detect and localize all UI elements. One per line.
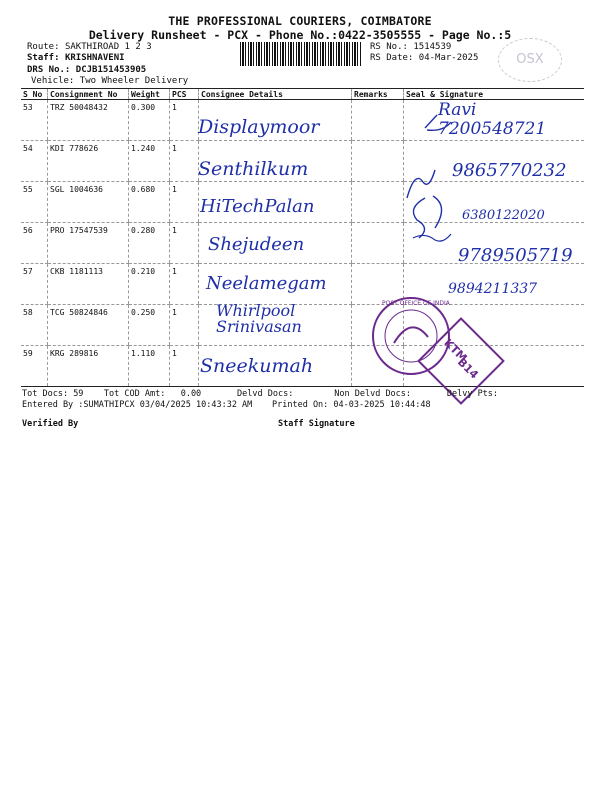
- route-value: SAKTHIROAD 1 2 3: [64, 42, 152, 52]
- row-weight: 1.240: [129, 141, 170, 182]
- handwritten-name: Whirlpool Srinivasan: [216, 301, 302, 336]
- vehicle-value: Two Wheeler Delivery: [79, 76, 189, 86]
- handwritten-name: Displaymoor: [198, 116, 320, 138]
- runsheet-subtitle: Delivery Runsheet - PCX - Phone No.:0422-3505555 - Page No.:5: [88, 28, 512, 42]
- row-weight: 0.210: [129, 264, 170, 305]
- row-pcs: 1: [170, 305, 199, 346]
- row-sno: 57: [21, 264, 48, 305]
- rs-no-label: RS No.:: [370, 42, 408, 52]
- row-consignment: CKB 1181113: [48, 264, 129, 305]
- col-sno: S No: [21, 89, 48, 100]
- handwritten-name: Sneekumah: [200, 355, 314, 377]
- route-label: Route:: [27, 42, 60, 52]
- col-consignee: Consignee Details: [199, 89, 352, 100]
- row-weight: 1.110: [129, 346, 170, 387]
- post-office-stamp-text: POST OFFICE OF INDIA: [382, 300, 450, 307]
- corner-stamp: OSX: [498, 38, 562, 82]
- staff-line: [27, 53, 125, 64]
- route-line: [27, 42, 152, 53]
- ktm-stamp-bottom: B14: [454, 355, 481, 382]
- handwritten-signature: 9894211337: [448, 281, 538, 297]
- rs-no-line: [370, 42, 451, 53]
- table-header-row: [21, 89, 584, 100]
- non-delvd-label: Non Delvd Docs:: [334, 389, 412, 399]
- row-weight: 0.250: [129, 305, 170, 346]
- tot-docs-value: 59: [73, 389, 84, 399]
- row-pcs: 1: [170, 182, 199, 223]
- row-sno: 59: [21, 346, 48, 387]
- handwritten-signature: Ravi 7200548721: [438, 100, 547, 139]
- tot-docs-label: Tot Docs:: [22, 389, 69, 399]
- col-pcs: PCS: [170, 89, 199, 100]
- col-seal: Seal & Signature: [404, 89, 585, 100]
- col-weight: Weight: [129, 89, 170, 100]
- rs-no-value: 1514539: [413, 42, 452, 52]
- row-consignment: KRG 289816: [48, 346, 129, 387]
- row-weight: 0.300: [129, 100, 170, 141]
- row-sno: 53: [21, 100, 48, 141]
- drs-line: [27, 65, 146, 76]
- row-sno: 55: [21, 182, 48, 223]
- row-pcs: 1: [170, 264, 199, 305]
- handwritten-signature: 9789505719: [458, 245, 573, 266]
- verified-by: Verified By: [22, 419, 79, 429]
- drs-label: DRS No.:: [27, 65, 71, 75]
- printed-on: Printed On: 04-03-2025 10:44:48: [272, 400, 431, 410]
- row-consignment: TCG 50824846: [48, 305, 129, 346]
- rs-date-value: 04-Mar-2025: [418, 53, 479, 63]
- footer-totals: [22, 389, 498, 399]
- tot-cod-value: 0.00: [180, 389, 202, 399]
- row-consignment: TRZ 50048432: [48, 100, 129, 141]
- vehicle-line: [31, 76, 188, 87]
- rs-date-line: [370, 53, 478, 64]
- drs-value: DCJB151453905: [75, 65, 147, 75]
- tot-cod-label: Tot COD Amt:: [103, 389, 166, 399]
- staff-label: Staff:: [27, 53, 60, 63]
- handwritten-name: Shejudeen: [208, 234, 305, 255]
- signature-scribble-icon: [405, 188, 465, 248]
- handwritten-name: Neelamegam: [206, 273, 327, 294]
- barcode: [240, 42, 362, 66]
- delvy-pts-label: Delvy Pts:: [446, 389, 499, 399]
- row-pcs: 1: [170, 141, 199, 182]
- row-pcs: 1: [170, 100, 199, 141]
- handwritten-name: HiTechPalan: [200, 196, 315, 217]
- row-pcs: 1: [170, 346, 199, 387]
- row-consignment: SGL 1004636: [48, 182, 129, 223]
- ktm-stamp-top: KTM: [441, 336, 470, 365]
- col-consignment: Consignment No: [48, 89, 129, 100]
- delvd-label: Delvd Docs:: [237, 389, 294, 399]
- row-weight: 0.280: [129, 223, 170, 264]
- staff-signature: Staff Signature: [278, 419, 355, 429]
- handwritten-signature: 6380122020: [462, 208, 545, 223]
- row-sno: 54: [21, 141, 48, 182]
- row-weight: 0.680: [129, 182, 170, 223]
- row-remarks: [352, 223, 404, 264]
- staff-value: KRISHNAVENI: [64, 53, 125, 63]
- row-sno: 56: [21, 223, 48, 264]
- col-remarks: Remarks: [352, 89, 404, 100]
- entered-by: Entered By :SUMATHIPCX 03/04/2025 10:43:32 AM: [22, 400, 253, 410]
- vehicle-label: Vehicle:: [31, 76, 75, 86]
- rs-date-label: RS Date:: [370, 53, 414, 63]
- handwritten-signature: 9865770232: [452, 160, 567, 181]
- company-title: THE PROFESSIONAL COURIERS, COIMBATORE: [168, 14, 432, 28]
- row-consignment: KDI 778626: [48, 141, 129, 182]
- row-sno: 58: [21, 305, 48, 346]
- handwritten-name: Senthilkum: [198, 158, 309, 180]
- row-pcs: 1: [170, 223, 199, 264]
- row-consignment: PRO 17547539: [48, 223, 129, 264]
